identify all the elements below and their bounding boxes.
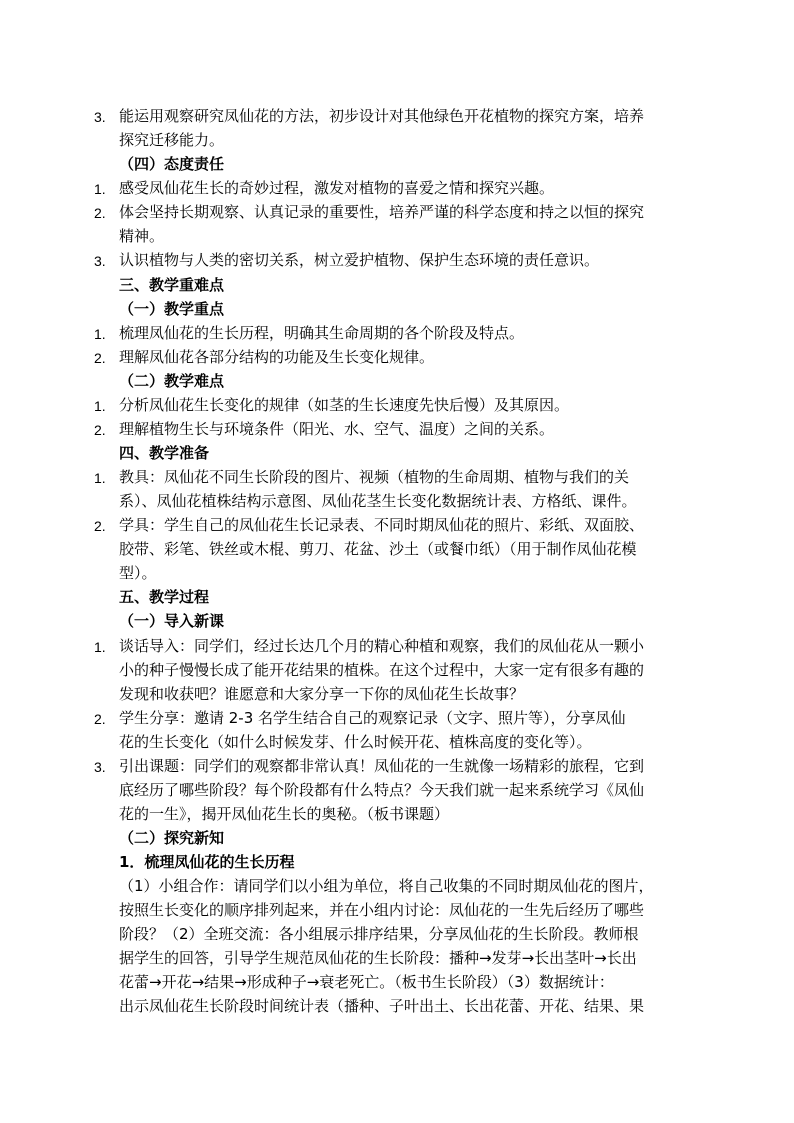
list-number: 2. bbox=[94, 422, 106, 438]
text-line: 发现和收获吧？谁愿意和大家分享一下你的凤仙花生长故事？ bbox=[119, 685, 525, 703]
text-line: 花的一生》，揭开凤仙花生长的奥秘。（板书课题） bbox=[119, 805, 450, 823]
text-line: 引出课题：同学们的观察都非常认真！凤仙花的一生就像一场精彩的旅程，它到 bbox=[119, 757, 645, 775]
list-number: 1. bbox=[94, 470, 106, 486]
section-heading: （二）探究新知 bbox=[119, 829, 225, 847]
list-number: 1. bbox=[94, 639, 106, 655]
section-heading: （一）导入新课 bbox=[119, 612, 225, 630]
list-number: 3. bbox=[94, 759, 106, 775]
text-line: 学具：学生自己的凤仙花生长记录表、不同时期凤仙花的照片、彩纸、双面胶、 bbox=[119, 516, 645, 534]
list-number: 2. bbox=[94, 711, 106, 727]
list-number: 2. bbox=[94, 205, 106, 221]
text-line: 胶带、彩笔、铁丝或木棍、剪刀、花盆、沙土（或餐巾纸）（用于制作凤仙花模 bbox=[119, 540, 637, 558]
text-line: 体会坚持长期观察、认真记录的重要性，培养严谨的科学态度和持之以恒的探究 bbox=[119, 203, 645, 221]
text-line: 据学生的回答，引导学生规范凤仙花的生长阶段：播种→发芽→长出茎叶→长出 bbox=[119, 949, 637, 967]
text-line: 小的种子慢慢长成了能开花结果的植株。在这个过程中，大家一定有很多有趣的 bbox=[119, 661, 645, 679]
list-number: 1. bbox=[94, 398, 106, 414]
text-line: 感受凤仙花生长的奇妙过程，激发对植物的喜爱之情和探究兴趣。 bbox=[119, 179, 555, 197]
list-number: 2. bbox=[94, 518, 106, 534]
text-line: 出示凤仙花生长阶段时间统计表（播种、子叶出土、长出花蕾、开花、结果、果 bbox=[119, 997, 645, 1015]
section-heading: （四）态度责任 bbox=[119, 155, 225, 173]
text-line: 探究迁移能力。 bbox=[119, 131, 225, 149]
section-heading: 五、教学过程 bbox=[119, 588, 210, 606]
text-line: 理解凤仙花各部分结构的功能及生长变化规律。 bbox=[119, 348, 435, 366]
text-line: 理解植物生长与环境条件（阳光、水、空气、温度）之间的关系。 bbox=[119, 420, 555, 438]
text-line: 分析凤仙花生长变化的规律（如茎的生长速度先快后慢）及其原因。 bbox=[119, 396, 570, 414]
text-line: 教具：凤仙花不同生长阶段的图片、视频（植物的生命周期、植物与我们的关 bbox=[119, 468, 630, 486]
list-number: 1. bbox=[94, 326, 106, 342]
text-line: 认识植物与人类的密切关系，树立爱护植物、保护生态环境的责任意识。 bbox=[119, 251, 600, 269]
section-heading: （二）教学难点 bbox=[119, 372, 225, 390]
text-line: 花的生长变化（如什么时候发芽、什么时候开花、植株高度的变化等）。 bbox=[119, 733, 592, 751]
text-line: 型）。 bbox=[119, 564, 157, 582]
text-line: 能运用观察研究凤仙花的方法，初步设计对其他绿色开花植物的探究方案，培养 bbox=[119, 107, 645, 125]
text-line: 阶段？（2）全班交流：各小组展示排序结果，分享凤仙花的生长阶段。教师根 bbox=[119, 925, 639, 943]
list-number: 2. bbox=[94, 350, 106, 366]
section-heading: 1．梳理凤仙花的生长历程 bbox=[119, 853, 295, 871]
section-heading: 三、教学重难点 bbox=[119, 276, 225, 294]
section-heading: 四、教学准备 bbox=[119, 444, 210, 462]
text-line: 按照生长变化的顺序排列起来，并在小组内讨论：凤仙花的一生先后经历了哪些 bbox=[119, 901, 645, 919]
text-line: 精神。 bbox=[119, 227, 165, 245]
text-line: （1）小组合作：请同学们以小组为单位，将自己收集的不同时期凤仙花的图片， bbox=[119, 877, 654, 895]
list-number: 1. bbox=[94, 181, 106, 197]
text-line: 谈话导入：同学们，经过长达几个月的精心种植和观察，我们的凤仙花从一颗小 bbox=[119, 637, 645, 655]
list-number: 3. bbox=[94, 253, 106, 269]
text-line: 系）、凤仙花植株结构示意图、凤仙花茎生长变化数据统计表、方格纸、课件。 bbox=[119, 492, 637, 510]
text-line: 学生分享：邀请 2-3 名学生结合自己的观察记录（文字、照片等），分享凤仙 bbox=[119, 709, 626, 727]
text-line: 梳理凤仙花的生长历程，明确其生命周期的各个阶段及特点。 bbox=[119, 324, 525, 342]
list-number: 3. bbox=[94, 109, 106, 125]
section-heading: （一）教学重点 bbox=[119, 300, 225, 318]
text-line: 底经历了哪些阶段？每个阶段都有什么特点？今天我们就一起来系统学习《凤仙 bbox=[119, 781, 645, 799]
text-line: 花蕾→开花→结果→形成种子→衰老死亡。（板书生长阶段）（3）数据统计： bbox=[119, 973, 614, 991]
